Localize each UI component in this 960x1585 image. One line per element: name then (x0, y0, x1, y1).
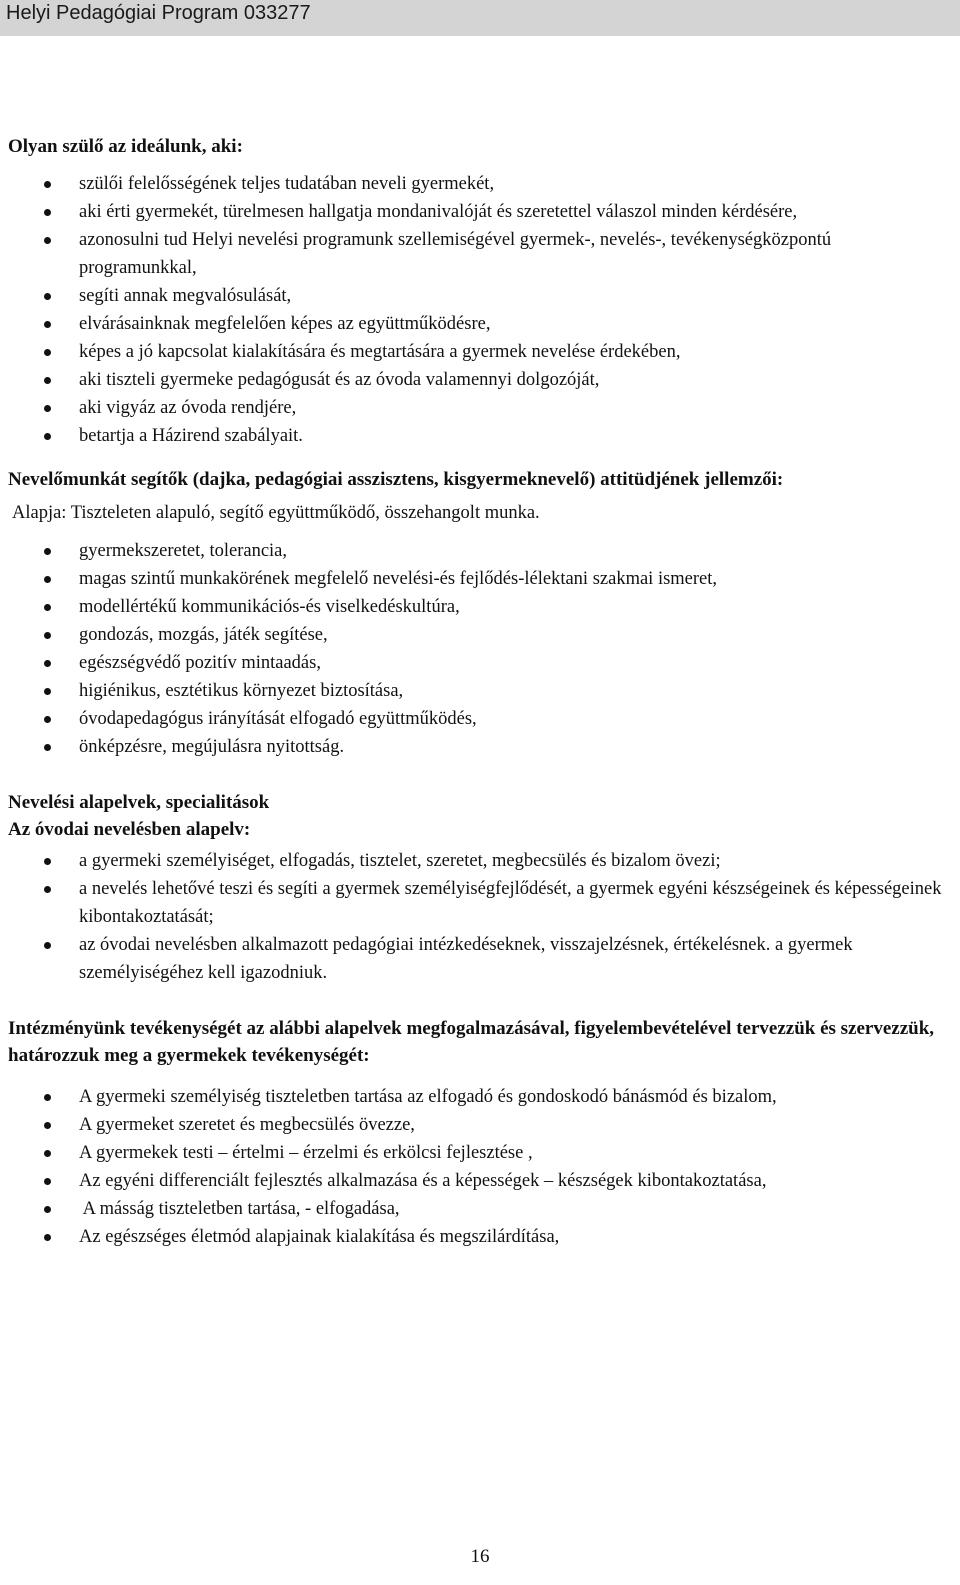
bullet-icon (44, 181, 51, 188)
bullet-icon (44, 1234, 51, 1241)
bullet-icon (44, 604, 51, 611)
section-heading-principles: Nevelési alapelvek, specialitások (8, 792, 270, 813)
bullet-icon (44, 1178, 51, 1185)
bullet-icon (44, 716, 51, 723)
bullet-icon (44, 858, 51, 865)
bullet-icon (44, 433, 51, 440)
section-heading-ideal-parent: Olyan szülő az ideálunk, aki: (8, 136, 243, 157)
list-item: modellértékű kommunikációs-és viselkedéskultúra, (8, 593, 948, 621)
list-item: elvárásainknak megfelelően képes az együttműködésre, (8, 310, 948, 338)
bullet-icon (44, 237, 51, 244)
bullet-icon (44, 1150, 51, 1157)
bullet-icon (44, 405, 51, 412)
page-content (8, 133, 948, 1251)
list-item: aki vigyáz az óvoda rendjére, (8, 394, 948, 422)
bullet-icon (44, 349, 51, 356)
list-item: Az egészséges életmód alapjainak kialakítása és megszilárdítása, (8, 1223, 948, 1251)
list-item: azonosulni tud Helyi nevelési programunk szellemiségével gyermek-, nevelés-, tevékenységközpontú programunkkal, (8, 226, 948, 282)
section-subheading-principles: Az óvodai nevelésben alapelv: (8, 819, 251, 840)
bullet-icon (44, 377, 51, 384)
list-item: A gyermekek testi – értelmi – érzelmi és erkölcsi fejlesztése , (8, 1139, 948, 1167)
institution-principles-list (8, 1083, 948, 1251)
list-item: A gyermeki személyiség tiszteletben tartása az elfogadó és gondoskodó bánásmód és bizalom, (8, 1083, 948, 1111)
list-item: magas szintű munkakörének megfelelő nevelési-és fejlődés-lélektani szakmai ismeret, (8, 565, 948, 593)
list-item: A másság tiszteletben tartása, - elfogadása, (8, 1195, 948, 1223)
bullet-icon (44, 209, 51, 216)
section-heading-institution: Intézményünk tevékenységét az alábbi alapelvek megfogalmazásával, figyelembevételével tervezzük és szervezzük, határozzuk meg a gyermekek tevékenységét: (8, 1018, 935, 1066)
list-item: Az egyéni differenciált fejlesztés alkalmazása és a képességek – készségek kibontakoztatása, (8, 1167, 948, 1195)
list-item: gondozás, mozgás, játék segítése, (8, 621, 948, 649)
list-item: az óvodai nevelésben alkalmazott pedagógiai intézkedéseknek, visszajelzésnek, értékelésnek. a gyermek személyiségéhez kell igazodniuk. (8, 931, 948, 987)
list-item: betartja a Házirend szabályait. (8, 422, 948, 450)
list-item: gyermekszeretet, tolerancia, (8, 537, 948, 565)
bullet-icon (44, 886, 51, 893)
list-item: egészségvédő pozitív mintaadás, (8, 649, 948, 677)
bullet-icon (44, 293, 51, 300)
support-staff-intro: Alapja: Tiszteleten alapuló, segítő együttműködő, összehangolt munka. (12, 503, 540, 523)
page-number: 16 (470, 1546, 490, 1567)
list-item: képes a jó kapcsolat kialakítására és megtartására a gyermek nevelése érdekében, (8, 338, 948, 366)
bullet-icon (44, 942, 51, 949)
bullet-icon (44, 1206, 51, 1213)
list-item: aki tiszteli gyermeke pedagógusát és az óvoda valamennyi dolgozóját, (8, 366, 948, 394)
list-item: aki érti gyermekét, türelmesen hallgatja mondanivalóját és szeretettel válaszol minden kérdésére, (8, 198, 948, 226)
list-item: A gyermeket szeretet és megbecsülés övezze, (8, 1111, 948, 1139)
bullet-icon (44, 321, 51, 328)
document-header (0, 0, 960, 36)
list-item: higiénikus, esztétikus környezet biztosítása, (8, 677, 948, 705)
bullet-icon (44, 576, 51, 583)
support-staff-list (8, 537, 948, 761)
principles-list (8, 847, 948, 987)
list-item: óvodapedagógus irányítását elfogadó együttműködés, (8, 705, 948, 733)
list-item: önképzésre, megújulásra nyitottság. (8, 733, 948, 761)
list-item: segíti annak megvalósulását, (8, 282, 948, 310)
list-item: a nevelés lehetővé teszi és segíti a gyermek személyiségfejlődését, a gyermek egyéni készségeinek és képességeinek kibontakoztatását; (8, 875, 948, 931)
list-item: szülői felelősségének teljes tudatában neveli gyermekét, (8, 170, 948, 198)
section-heading-support-staff: Nevelőmunkát segítők (dajka, pedagógiai asszisztens, kisgyermeknevelő) attitüdjének jellemzői: (8, 469, 784, 490)
bullet-icon (44, 688, 51, 695)
bullet-icon (44, 548, 51, 555)
bullet-icon (44, 632, 51, 639)
document-title: Helyi Pedagógiai Program 033277 (6, 2, 311, 24)
ideal-parent-list (8, 170, 948, 450)
bullet-icon (44, 1122, 51, 1129)
bullet-icon (44, 1094, 51, 1101)
bullet-icon (44, 660, 51, 667)
bullet-icon (44, 744, 51, 751)
list-item: a gyermeki személyiséget, elfogadás, tisztelet, szeretet, megbecsülés és bizalom övezi; (8, 847, 948, 875)
